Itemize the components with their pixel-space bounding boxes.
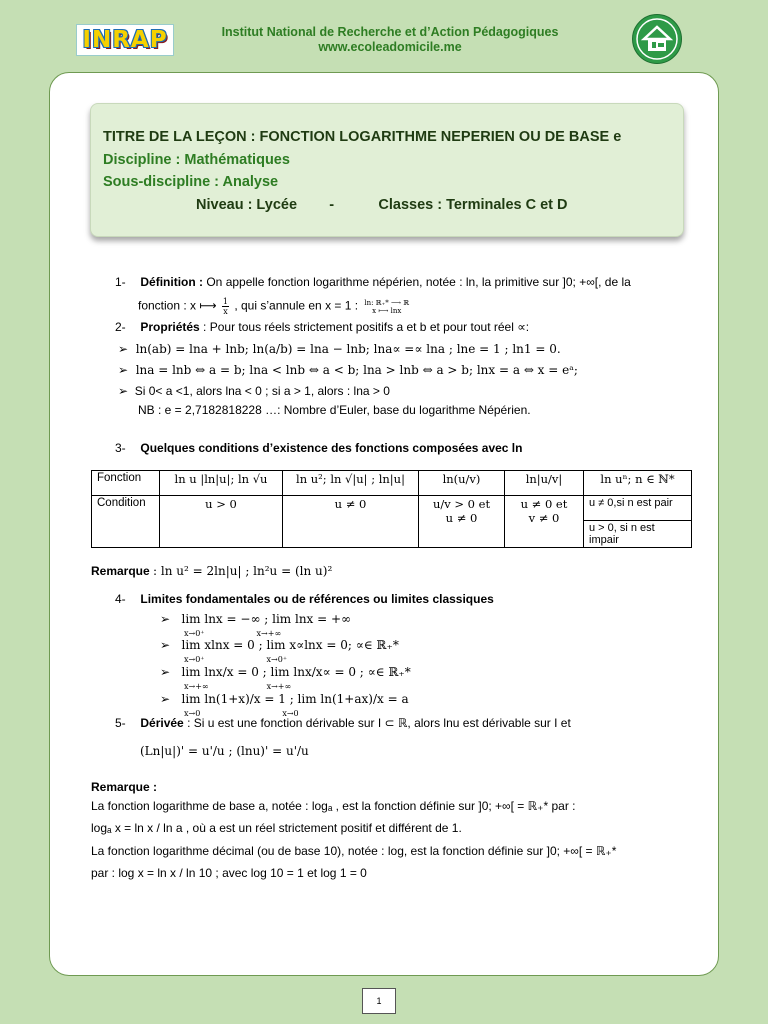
euler-note: NB : e = 2,7182818228 …: Nombre d’Euler, base du logarithme Népérien.	[138, 403, 531, 417]
existence-conditions-table	[91, 470, 692, 548]
lesson-title: TITRE DE LA LEÇON : FONCTION LOGARITHME NEPERIEN OU DE BASE e	[103, 129, 622, 145]
level-classes: Niveau : Lycée - Classes : Terminales C et D	[196, 196, 568, 213]
sub-discipline: Sous-discipline : Analyse	[103, 174, 279, 190]
inrap-logo	[76, 24, 174, 56]
table-row	[92, 496, 692, 521]
table-cell: u ≠ 0,si n est pair	[584, 496, 692, 521]
remark-line-2: logₐ x = ln x / ln a , où a est un réel strictement positif et différent de 1.	[91, 821, 462, 835]
definition-line-2: fonction : x ⟼ $\frac{1}{x}$ , qui s’annule en x = 1 : ln: ℝ₊* ⟶ ℝ x ⟼ lnx	[138, 297, 410, 316]
table-cell: u ≠ 0	[283, 496, 419, 548]
page-number: 1	[362, 988, 396, 1014]
table-remark: Remarque : ln u² = 2ln|u| ; ln²u = (ln u)²	[91, 564, 333, 578]
table-cell: ln u²; ln √|u| ; ln|u|	[283, 471, 419, 496]
table-cell: u > 0, si n est impair	[584, 521, 692, 548]
table-cell: u > 0	[160, 496, 283, 548]
section-5-derivative: 5- Dérivée : Si u est une fonction dérivable sur I ⊂ ℝ, alors lnu est dérivable sur I et	[115, 716, 571, 730]
section-3-conditions: 3- Quelques conditions d’existence des fonctions composées avec ln	[115, 441, 523, 455]
remark-line-4: par : log x = ln x / ln 10 ; avec log 10 = 1 et log 1 = 0	[91, 866, 367, 880]
table-cell: u/v > 0 et u ≠ 0	[419, 496, 505, 548]
section-label: Définition :	[140, 275, 204, 289]
table-cell: Fonction	[92, 471, 160, 496]
property-bullet-1: ➢ ln(ab) = lna + lnb; ln(a/b) = lna − lnb; lna∝ =∝ lna ; lne = 1 ; ln1 = 0.	[118, 342, 561, 356]
one-over-x: $\frac{1}{x}$	[222, 297, 228, 316]
section-1-definition	[115, 275, 631, 290]
property-bullet-3: ➢ Si 0< a <1, alors lna < 0 ; si a > 1, alors : lna > 0	[118, 384, 390, 398]
table-cell: ln(u/v)	[419, 471, 505, 496]
website-url: www.ecoleadomicile.me	[318, 40, 462, 54]
table-cell: ln|u/v|	[505, 471, 584, 496]
limit-bullet-3: ➢ lim lnx/x = 0 ; lim lnx/x∝ = 0 ; ∝∈ ℝ₊*	[160, 665, 411, 679]
limit-2-subscripts: x→0⁺ x→0⁺	[184, 655, 288, 664]
institute-name: Institut National de Recherche et d’Action Pédagogiques	[221, 25, 559, 39]
limit-bullet-4: ➢ lim ln(1+x)/x = 1 ; lim ln(1+ax)/x = a	[160, 692, 409, 706]
limit-4-subscripts: x→0 x→0	[184, 709, 299, 718]
section-text: On appelle fonction logarithme népérien, notée : ln, la primitive sur ]0; +∞[, de la	[203, 275, 631, 289]
remark-line-1: La fonction logarithme de base a, notée : logₐ , est la fonction définie sur ]0; +∞[ = ℝ₊* par :	[91, 799, 576, 813]
table-cell: ln uⁿ; n ∈ ℕ*	[584, 471, 692, 496]
lesson-title-box	[90, 103, 684, 237]
section-2-properties: 2- Propriétés : Pour tous réels strictement positifs a et b et pour tout réel ∝:	[115, 320, 530, 334]
limit-bullet-1: ➢ lim lnx = −∞ ; lim lnx = +∞	[160, 612, 352, 626]
limit-3-subscripts: x→+∞ x→+∞	[184, 682, 292, 691]
school-house-icon	[632, 14, 682, 64]
section-4-limits: 4- Limites fondamentales ou de références ou limites classiques	[115, 592, 494, 606]
ln-mapping: ln: ℝ₊* ⟶ ℝ x ⟼ lnx	[364, 298, 410, 315]
table-cell: ln u |ln|u|; ln √u	[160, 471, 283, 496]
table-cell: Condition	[92, 496, 160, 548]
header-text	[180, 25, 600, 55]
limit-1-subscripts: x→0⁺ x→+∞	[184, 629, 282, 638]
discipline: Discipline : Mathématiques	[103, 151, 290, 168]
remark-heading: Remarque :	[91, 780, 158, 794]
page-header	[0, 0, 768, 72]
inrap-logo-text: INRAP	[82, 27, 168, 53]
derivative-formula: (Ln|u|)' = u'/u ; (lnu)' = u'/u	[140, 744, 309, 758]
section-number: 1-	[115, 275, 126, 289]
property-bullet-2: ➢ lna = lnb ⇔ a = b; lna < lnb ⇔ a < b; lna > lnb ⇔ a > b; lnx = a ⇔ x = eᵃ;	[118, 363, 578, 377]
table-row	[92, 471, 692, 496]
table-cell: u ≠ 0 et v ≠ 0	[505, 496, 584, 548]
remark-line-3: La fonction logarithme décimal (ou de base 10), notée : log, est la fonction définie sur ]0; +∞[ = ℝ₊*	[91, 844, 617, 858]
limit-bullet-2: ➢ lim xlnx = 0 ; lim x∝lnx = 0; ∝∈ ℝ₊*	[160, 638, 399, 652]
